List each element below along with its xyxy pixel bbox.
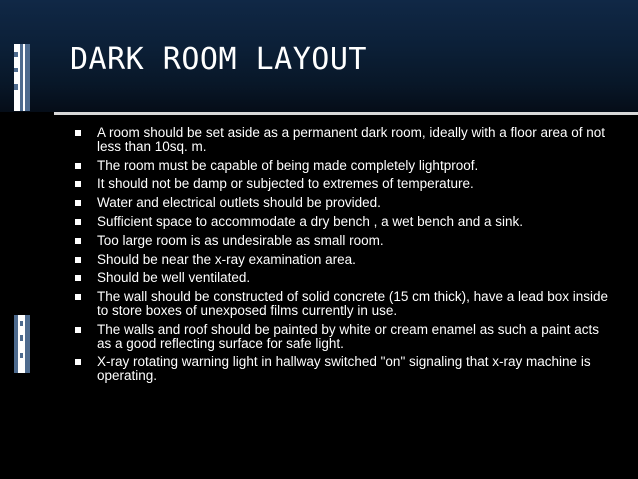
bullet-list <box>71 126 611 388</box>
bullet-item: X-ray rotating warning light in hallway switched "on" signaling that x-ray machine is operating. <box>71 355 611 383</box>
bullet-item: Sufficient space to accommodate a dry bench , a wet bench and a sink. <box>71 215 611 229</box>
bullet-item: The wall should be constructed of solid concrete (15 cm thick), have a lead box inside to store boxes of unexposed films currently in use. <box>71 290 611 318</box>
bullet-item: Should be near the x-ray examination area. <box>71 253 611 267</box>
bullet-item: Should be well ventilated. <box>71 271 611 285</box>
bullet-item: The room must be capable of being made completely lightproof. <box>71 159 611 173</box>
bullet-item: The walls and roof should be painted by white or cream enamel as such a paint acts as a good reflecting surface for safe light. <box>71 323 611 351</box>
slide-title: DARK ROOM LAYOUT <box>70 42 367 77</box>
bullet-item: It should not be damp or subjected to extremes of temperature. <box>71 177 611 191</box>
bullet-item: Water and electrical outlets should be provided. <box>71 196 611 210</box>
title-divider <box>54 112 638 115</box>
bullet-item: A room should be set aside as a permanent dark room, ideally with a floor area of not less than 10sq. m. <box>71 126 611 154</box>
decorative-accent-top <box>14 44 30 111</box>
bullet-item: Too large room is as undesirable as small room. <box>71 234 611 248</box>
decorative-accent-bottom <box>14 315 30 373</box>
